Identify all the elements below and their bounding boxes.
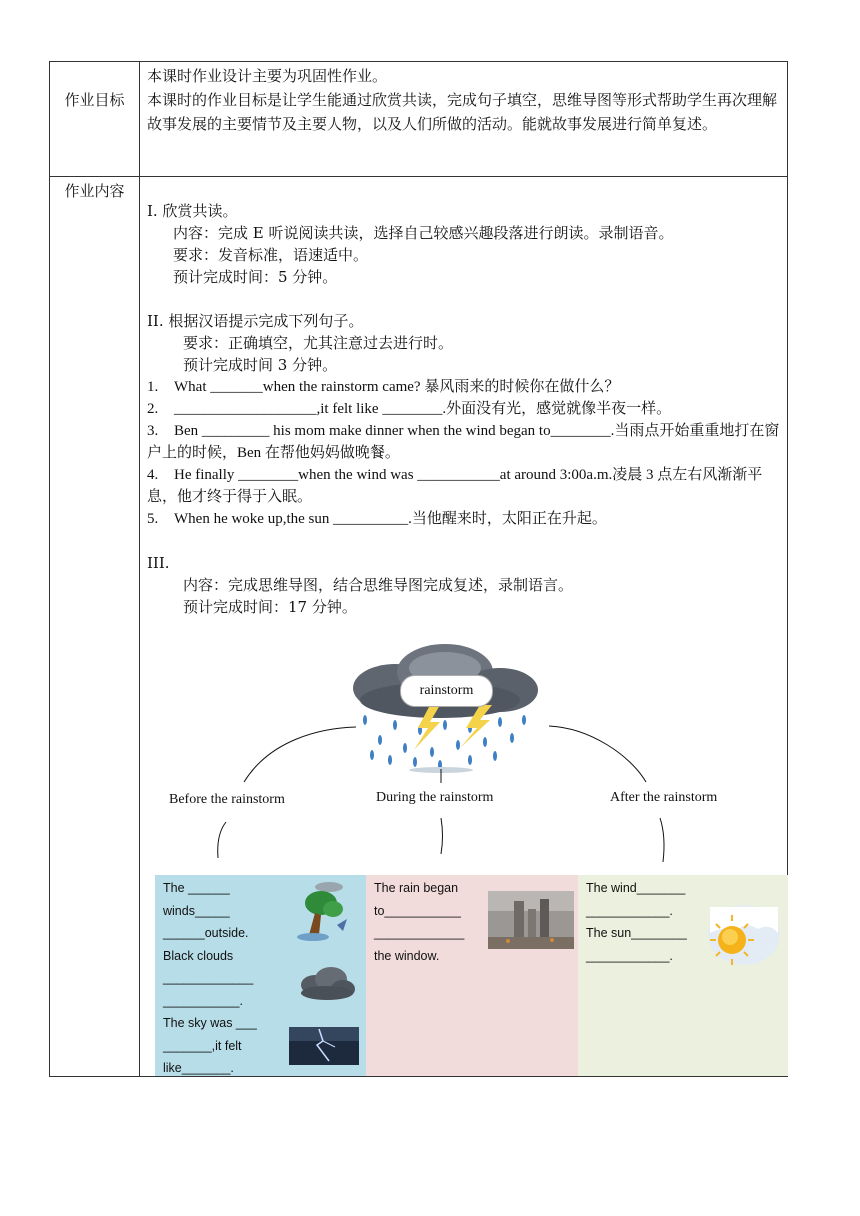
panel-before [155, 875, 366, 1076]
section-1-time: 预计完成时间：5 分钟。 [173, 268, 338, 286]
section-3-title: III. [147, 554, 170, 572]
panel-line: ___________. [163, 993, 243, 1008]
section-2-title: II. 根据汉语提示完成下列句子。 [147, 312, 364, 330]
row-label-content: 作业内容 [64, 182, 125, 200]
sentence-item: 3. Ben _________ his mom make dinner when the wind began to________.当雨点开始重重地打在窗户上的时候，Ben 在帮他妈妈做晚餐。 [147, 423, 780, 461]
goal-line-1: 本课时作业设计主要为巩固性作业。 [147, 67, 388, 85]
panel-after [578, 875, 788, 1076]
panel-during [366, 875, 578, 1076]
sentence-item: 1. What _______when the rainstorm came? 暴风雨来的时候你在做什么？ [147, 379, 620, 395]
panel-line: like_______. [163, 1061, 234, 1075]
panel-line: Black clouds [163, 948, 234, 963]
panel-line: the window. [374, 948, 440, 963]
caption-after: After the rainstorm [610, 790, 718, 805]
sunrise-icon [706, 903, 782, 967]
bracket-right [660, 818, 664, 862]
lightning-sky-icon [289, 1027, 359, 1065]
panel-line: The sky was ___ [163, 1016, 257, 1030]
panel-line: _____________ [374, 926, 465, 940]
panel-line: _____________ [163, 971, 254, 985]
panel-line: winds_____ [163, 903, 230, 918]
caption-during: During the rainstorm [376, 790, 494, 805]
bracket-center [441, 818, 443, 854]
arc-left [244, 727, 356, 782]
panel-line: The rain began [374, 881, 459, 895]
sentence-item: 2. ___________________,it felt like ________.外面没有光，感觉就像半夜一样。 [147, 401, 672, 417]
arc-right [549, 726, 646, 782]
panel-line: ____________. [586, 903, 673, 918]
goal-line-2: 本课时的作业目标是让学生能通过欣赏共读，完成句子填空，思维导图等形式帮助学生再次理解故事发展的主要情节及主要人物，以及人们所做的活动。能就故事发展进行简单复述。 [147, 91, 778, 133]
panel-line: _______,it felt [163, 1038, 242, 1053]
section-2-time: 预计完成时间 3 分钟。 [183, 356, 338, 374]
section-1-requirement: 要求：发音标准，语速适中。 [173, 246, 369, 264]
section-3-time: 预计完成时间：17 分钟。 [183, 598, 357, 616]
section-1-content: 内容：完成 E 听说阅读共读，选择自己较感兴趣段落进行朗读。录制语音。 [173, 224, 674, 242]
sentence-item: 4. He finally ________when the wind was ___________at around 3:00a.m.凌晨 3 点左右风渐渐平息，他才终于得于入眠。 [147, 467, 763, 505]
section-2-requirement: 要求：正确填空，尤其注意过去进行时。 [183, 334, 454, 352]
rain-drops-icon [363, 715, 526, 770]
row-label-goal: 作业目标 [64, 91, 125, 109]
section-1-title: I. 欣赏共读。 [147, 202, 238, 220]
windy-tree-icon [293, 879, 353, 949]
rainy-window-icon [488, 891, 574, 949]
panel-line: ______outside. [163, 926, 249, 940]
panel-line: The wind_______ [586, 881, 686, 895]
center-label-box: rainstorm [400, 675, 493, 707]
section-3-content: 内容：完成思维导图，结合思维导图完成复述，录制语言。 [183, 576, 574, 594]
caption-before: Before the rainstorm [169, 792, 285, 807]
sentence-item: 5. When he woke up,the sun __________.当他醒来时，太阳正在升起。 [147, 511, 607, 527]
panel-line: The sun________ [586, 926, 687, 940]
bracket-left [218, 822, 226, 858]
dark-cloud-icon [295, 963, 357, 1003]
panel-line: ____________. [586, 948, 673, 963]
panel-line: The ______ [163, 881, 230, 895]
panel-line: to___________ [374, 903, 461, 918]
